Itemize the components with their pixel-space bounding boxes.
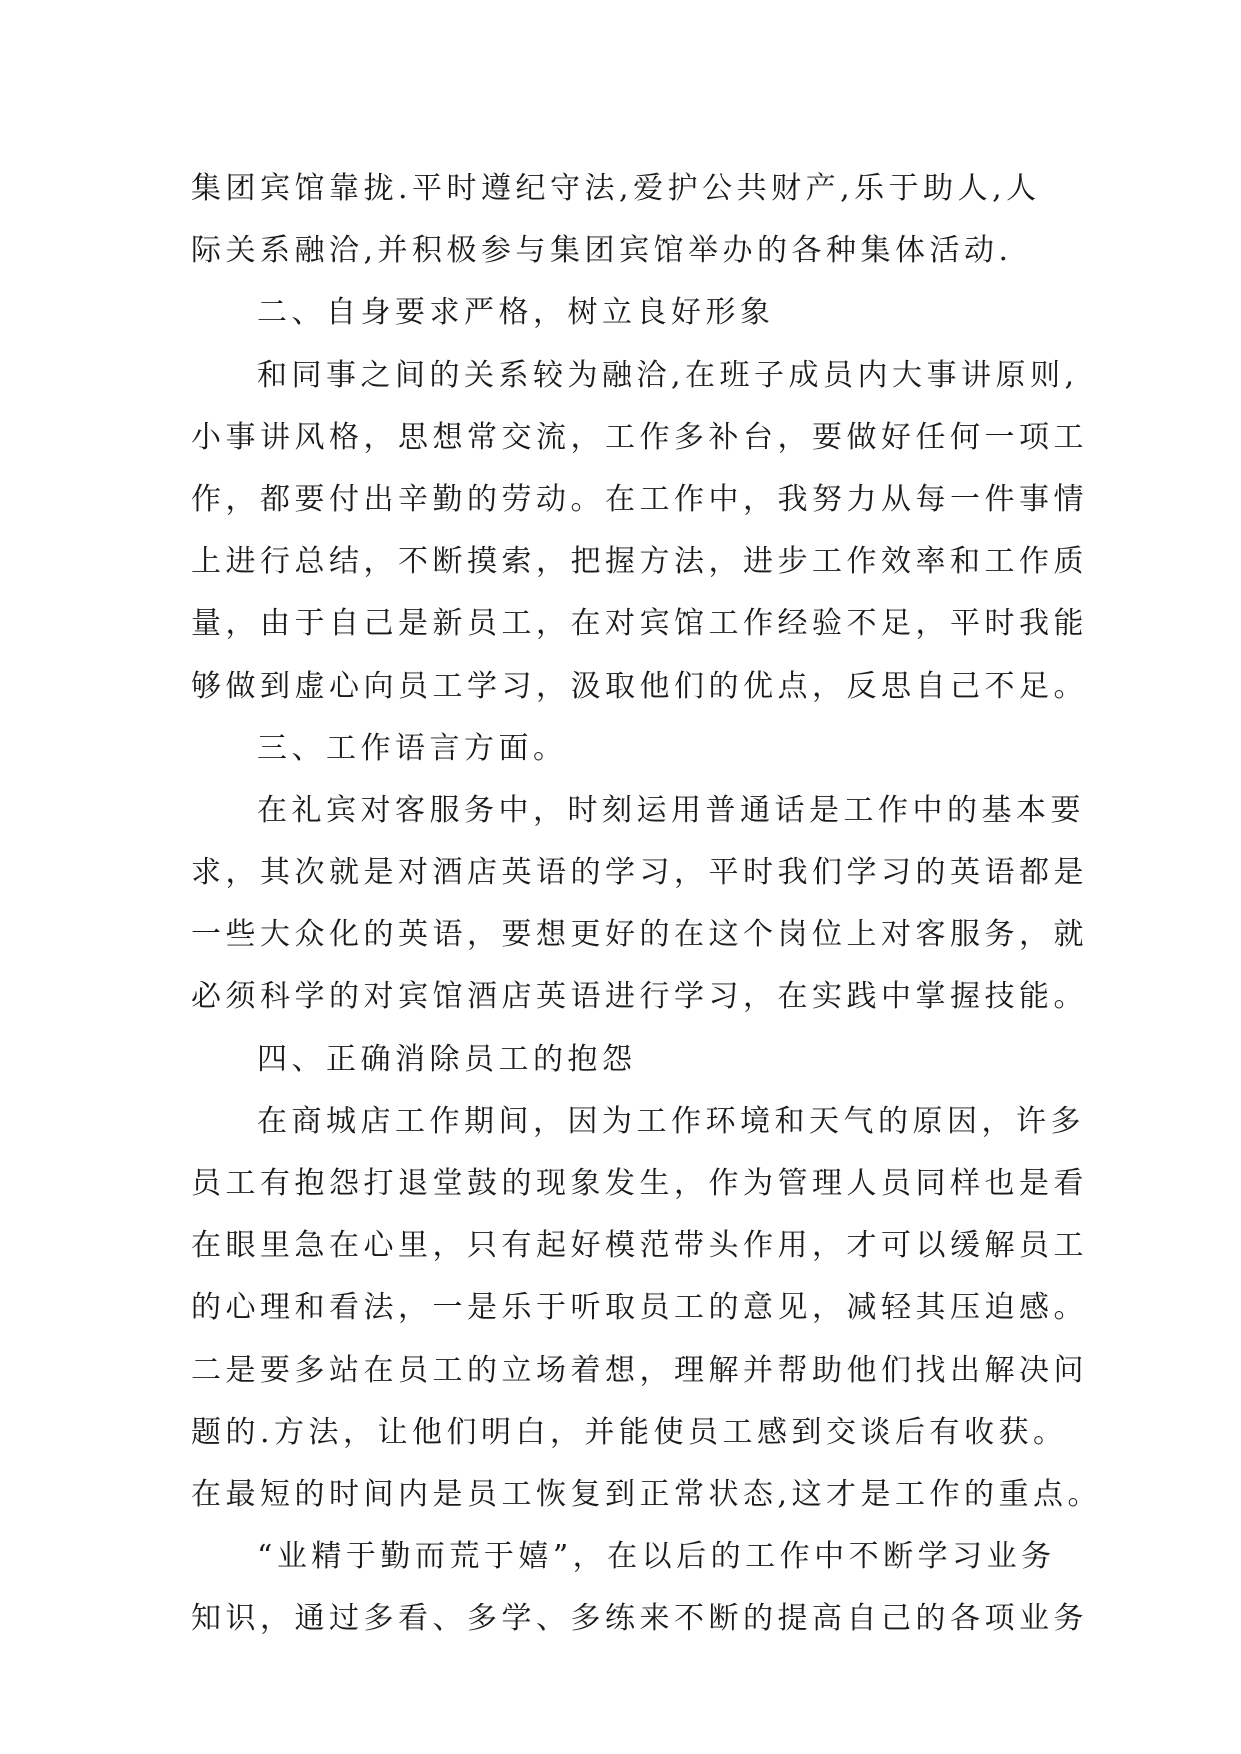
text-line: 够做到虚心向员工学习，汲取他们的优点，反思自己不足。 [191, 668, 1088, 704]
text-line: 在礼宾对客服务中，时刻运用普通话是工作中的基本要 [257, 792, 1085, 828]
section-heading: 三、工作语言方面。 [257, 730, 568, 766]
text-line: 求，其次就是对酒店英语的学习，平时我们学习的英语都是 [191, 855, 1088, 891]
text-line: 题的.方法，让他们明白，并能使员工感到交谈后有收获。 [191, 1414, 1068, 1450]
text-line: 际关系融洽,并积极参与集团宾馆举办的各种集体活动. [191, 233, 1013, 269]
text-line: 作，都要付出辛勤的劳动。在工作中，我努力从每一件事情 [191, 481, 1088, 517]
text-line: 的心理和看法，一是乐于听取员工的意见，减轻其压迫感。 [191, 1290, 1088, 1326]
text-line: 知识，通过多看、多学、多练来不断的提高自己的各项业务 [191, 1601, 1088, 1637]
text-line: 小事讲风格，思想常交流，工作多补台，要做好任何一项工 [191, 419, 1088, 455]
text-line: 在最短的时间内是员工恢复到正常状态,这才是工作的重点。 [191, 1476, 1103, 1512]
section-heading: 二、自身要求严格，树立良好形象 [257, 295, 775, 331]
text-line: 二是要多站在员工的立场着想，理解并帮助他们找出解决问 [191, 1352, 1088, 1388]
text-line: 量，由于自己是新员工，在对宾馆工作经验不足，平时我能 [191, 606, 1088, 642]
text-line: 在眼里急在心里，只有起好模范带头作用，才可以缓解员工 [191, 1228, 1088, 1264]
text-line: “业精于勤而荒于嬉”，在以后的工作中不断学习业务 [257, 1539, 1056, 1575]
section-heading: 四、正确消除员工的抱怨 [257, 1041, 637, 1077]
text-line: 集团宾馆靠拢.平时遵纪守法,爱护公共财产,乐于助人,人 [191, 171, 1041, 206]
text-line: 一些大众化的英语，要想更好的在这个岗位上对客服务，就 [191, 917, 1088, 953]
text-line: 必须科学的对宾馆酒店英语进行学习，在实践中掌握技能。 [191, 979, 1088, 1015]
text-line: 和同事之间的关系较为融洽,在班子成员内大事讲原则, [257, 357, 1079, 393]
text-line: 员工有抱怨打退堂鼓的现象发生，作为管理人员同样也是看 [191, 1166, 1088, 1201]
document-body [191, 158, 1103, 1651]
text-line: 在商城店工作期间，因为工作环境和天气的原因，许多 [257, 1103, 1085, 1139]
text-line: 上进行总结，不断摸索，把握方法，进步工作效率和工作质 [191, 544, 1088, 580]
